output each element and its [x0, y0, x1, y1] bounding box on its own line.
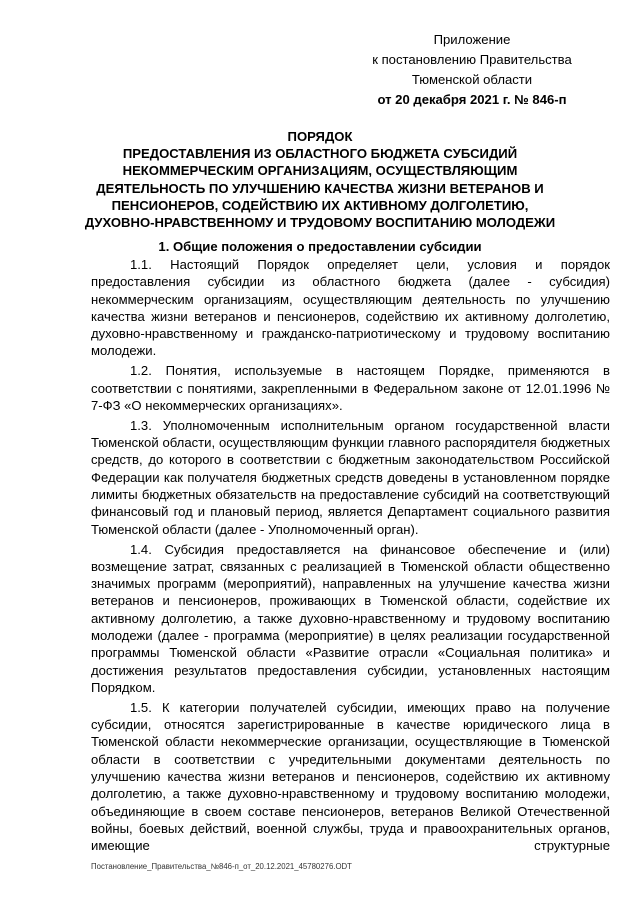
- section-heading: 1. Общие положения о предоставлении субсидии: [158, 239, 482, 254]
- document-title: [80, 128, 560, 231]
- paragraph-1-2: 1.2. Понятия, используемые в настоящем Порядке, применяются в соответствии с понятиями, закрепленными в Федеральном законе от 12.01.1996 № 7-ФЗ «О некоммерческих организациях».: [91, 363, 610, 413]
- appendix-block: [352, 30, 592, 110]
- title-heading: ПОРЯДОК: [287, 129, 353, 144]
- paragraph-1-3: 1.3. Уполномоченным исполнительным органом государственной власти Тюменской области, осуществляющим функции главного распорядителя бюджетных средств, до которого в соответствии с бюджетным законодательством Российской Федерации как получателя бюджетных средств доведены в установленном порядке лимиты бюджетных обязательств на предоставление субсидий на соответствующий финансовый год и плановый период, является Департамент социального развития Тюменской области (далее - Уполномоченный орган).: [91, 417, 610, 537]
- title-line-3: ДЕЯТЕЛЬНОСТЬ ПО УЛУЧШЕНИЮ КАЧЕСТВА ЖИЗНИ ВЕТЕРАНОВ И: [96, 180, 544, 196]
- title-line-4: ПЕНСИОНЕРОВ, СОДЕЙСТВИЮ ИХ АКТИВНОМУ ДОЛГОЛЕТИЮ,: [111, 197, 529, 213]
- appendix-label: Приложение: [433, 32, 511, 47]
- title-line-5: ДУХОВНО-НРАВСТВЕННОМУ И ТРУДОВОМУ ВОСПИТАНИЮ МОЛОДЕЖИ: [84, 215, 556, 231]
- paragraph-1-5: 1.5. К категории получателей субсидии, имеющих право на получение субсидии, относятся зарегистрированные в качестве юридического лица в Тюменской области некоммерческие организации, осуществляющие в Тюменской области в соответствии с учредительными документами деятельность по улучшению качества жизни ветеранов и пенсионеров, содействию их активному долголетию, а также духовно-нравственному и трудовому воспитанию молодежи, объединяющие в своем составе пенсионеров, ветеранов Великой Отечественной войны, боевых действий, военной службы, труда и правоохранительных органов, имеющие структурные: [91, 699, 610, 854]
- paragraph-1-4: 1.4. Субсидия предоставляется на финансовое обеспечение и (или) возмещение затрат, связанных с реализацией в Тюменской области общественно значимых программ (мероприятий), направленных на улучшение качества жизни ветеранов и пенсионеров, проживающих в Тюменской области, содействие их активному долголетию, а также духовно-нравственному и трудовому воспитанию молодежи (далее - программа (мероприятие) в целях реализации государственной программы Тюменской области «Развитие отрасли «Социальная политика» и достижения результатов предоставления субсидии, установленных настоящим Порядком.: [91, 541, 610, 695]
- footer-filename: Постановление_Правительства_№846-п_от_20.12.2021_45780276.ODT: [91, 862, 352, 871]
- paragraph-1-1: 1.1. Настоящий Порядок определяет цели, условия и порядок предоставления субсидии из областного бюджета (далее - субсидия) некоммерческим организациям, осуществляющим деятельность по улучшению качества жизни ветеранов и пенсионеров, содействию их активному долголетию, духовно-нравственному и гражданско-патриотическому и трудовому воспитанию молодежи.: [91, 257, 610, 359]
- appendix-resolution-line: к постановлению Правительства: [372, 52, 572, 67]
- title-line-2: НЕКОММЕРЧЕСКИМ ОРГАНИЗАЦИЯМ, ОСУЩЕСТВЛЯЮЩИМ: [122, 163, 518, 179]
- document-body: [91, 256, 610, 854]
- title-line-1: ПРЕДОСТАВЛЕНИЯ ИЗ ОБЛАСТНОГО БЮДЖЕТА СУБСИДИЙ: [122, 146, 518, 162]
- appendix-date-number: от 20 декабря 2021 г. № 846-п: [377, 92, 567, 107]
- appendix-region-line: Тюменской области: [411, 72, 533, 87]
